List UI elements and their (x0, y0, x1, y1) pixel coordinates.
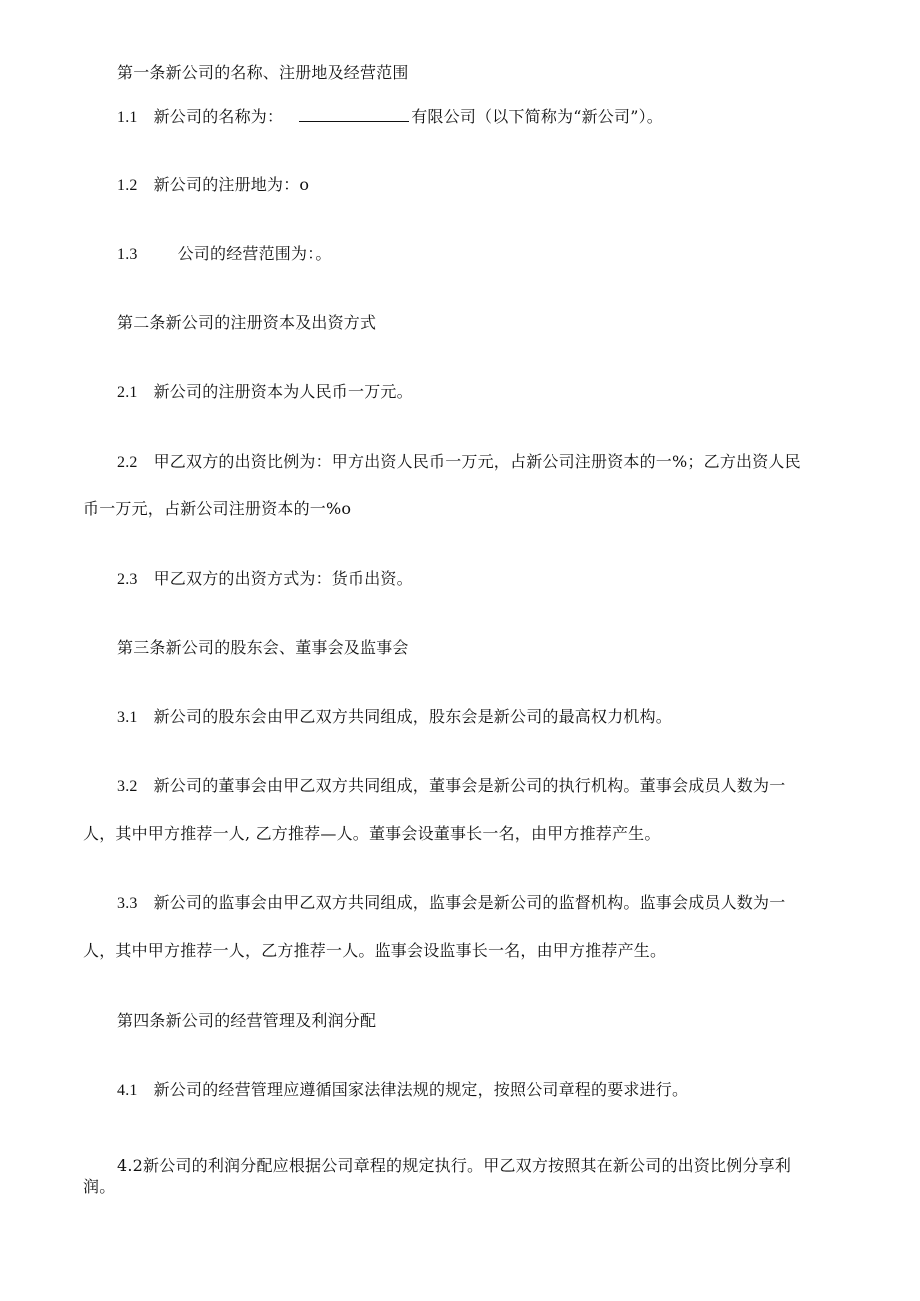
clause-number: 1.2 (117, 177, 138, 194)
clause-text: 新公司的经营管理应遵循国家法律法规的规定，按照公司章程的要求进行。 (153, 1080, 689, 1099)
clause-number: 1.1 (117, 109, 138, 126)
clause-number: 2.3 (117, 571, 138, 588)
clause-2-2-continued: 币一万元，占新公司注册资本的一%o (83, 499, 352, 518)
clause-number: 3.3 (117, 895, 138, 912)
clause-3-3-continued: 人，其中甲方推荐一人，乙方推荐一人。监事会设监事长一名，由甲方推荐产生。 (83, 941, 667, 960)
clause-text: 甲乙双方的出资方式为：货币出资。 (153, 569, 413, 588)
clause-4-1 (117, 1079, 688, 1102)
clause-text: 公司的经营范围为：。 (177, 244, 332, 263)
clause-number: 3.2 (117, 778, 138, 795)
clause-3-2 (117, 775, 785, 798)
clause-text: 新公司的监事会由甲乙双方共同组成，监事会是新公司的监督机构。监事会成员人数为一 (153, 893, 786, 912)
clause-3-1 (117, 706, 672, 729)
clause-text: 新公司的注册地为：o (153, 175, 310, 194)
article-4-heading: 第四条新公司的经营管理及利润分配 (117, 1011, 377, 1030)
clause-number: 2.1 (117, 384, 138, 401)
clause-1-1 (117, 106, 663, 129)
clause-3-2-continued: 人，其中甲方推荐一人, 乙方推荐—人。董事会设董事长一名，由甲方推荐产生。 (83, 824, 661, 843)
clause-2-1 (117, 381, 413, 404)
clause-text: 新公司的股东会由甲乙双方共同组成，股东会是新公司的最高权力机构。 (153, 707, 673, 726)
clause-text: 新公司的名称为： (153, 107, 284, 126)
article-2-heading: 第二条新公司的注册资本及出资方式 (117, 313, 377, 332)
clause-text: 新公司的董事会由甲乙双方共同组成，董事会是新公司的执行机构。董事会成员人数为一 (153, 776, 786, 795)
clause-1-2 (117, 174, 309, 197)
clause-text-continued: 有限公司（以下简称为“新公司”）。 (411, 107, 663, 126)
clause-2-2 (117, 451, 801, 474)
clause-number: 3.1 (117, 709, 138, 726)
clause-3-3 (117, 892, 785, 915)
clause-text: 甲乙双方的出资比例为：甲方出资人民币一万元，占新公司注册资本的一%；乙方出资人民 (153, 452, 801, 471)
clause-4-2: 4.2新公司的利润分配应根据公司章程的规定执行。甲乙双方按照其在新公司的出资比例分享利 (117, 1156, 792, 1175)
clause-text: 新公司的注册资本为人民币一万元。 (153, 382, 413, 401)
clause-2-3 (117, 568, 413, 591)
clause-number: 1.3 (117, 246, 138, 263)
name-blank-field (299, 107, 409, 122)
clause-1-3 (117, 243, 332, 266)
clause-number: 4.1 (117, 1082, 138, 1099)
clause-number: 2.2 (117, 454, 138, 471)
clause-4-2-continued: 润。 (83, 1177, 116, 1196)
article-1-heading: 第一条新公司的名称、注册地及经营范围 (117, 63, 409, 82)
article-3-heading: 第三条新公司的股东会、董事会及监事会 (117, 638, 409, 657)
